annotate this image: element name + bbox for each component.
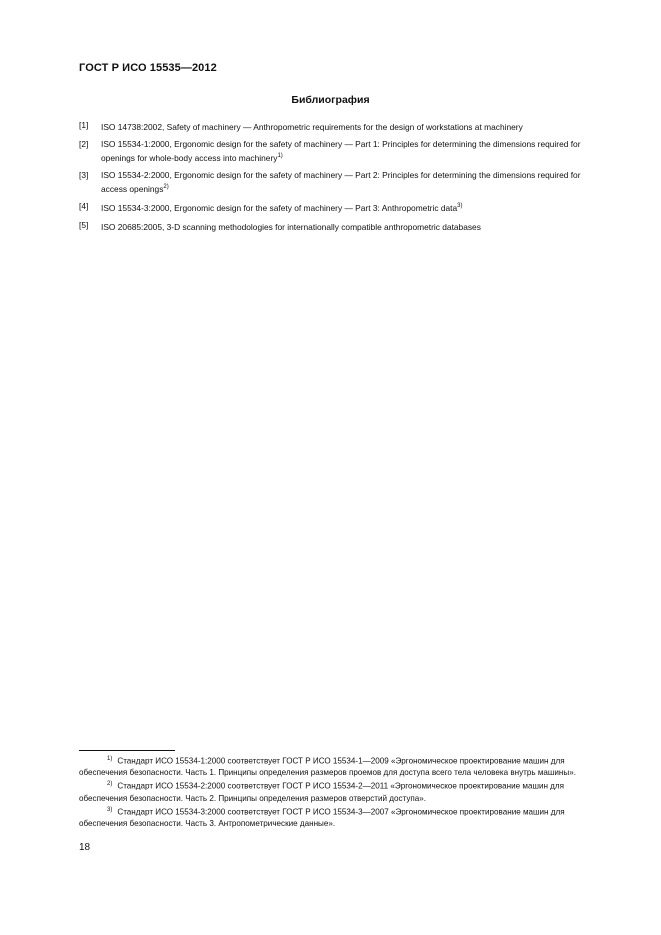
footnote-marker: 2) [163, 183, 169, 190]
footnote-marker: 3) [107, 806, 113, 813]
footnote-separator [79, 750, 175, 751]
reference-number: [4] [79, 200, 89, 211]
reference-number: [3] [79, 170, 89, 181]
footnote-text: Стандарт ИСО 15534-1:2000 соответствует ГОСТ Р ИСО 15534-1—2009 «Эргономическое проектирование машин для обеспечения безопасности. Часть 1. Принципы определения размеров проемов для доступа всего тела человека внутрь машины». [79, 756, 576, 778]
bibliography-item [79, 120, 587, 133]
reference-text: ISO 15534-3:2000, Ergonomic design for the safety of machinery — Part 3: Anthropometric data [101, 202, 458, 213]
reference-text: ISO 15534-1:2000, Ergonomic design for the safety of machinery — Part 1: Principles for determining the dimensions required for openings for whole-body access into machinery [101, 139, 581, 163]
footnote-marker: 2) [107, 781, 113, 788]
footnote-text: Стандарт ИСО 15534-2:2000 соответствует ГОСТ Р ИСО 15534-2—2011 «Эргономическое проектирование машин для обеспечения безопасности. Часть 2. Принципы определения размеров отверстий доступа». [79, 781, 565, 803]
footnotes [79, 754, 587, 830]
document-code-header: ГОСТ Р ИСО 15535—2012 [79, 62, 217, 74]
footnote [79, 754, 587, 779]
footnote-text: Стандарт ИСО 15534-3:2000 соответствует ГОСТ Р ИСО 15534-3—2007 «Эргономическое проектирование машин для обеспечения безопасности. Часть 3. Антропометрические данные». [79, 807, 565, 829]
reference-number: [2] [79, 139, 89, 150]
reference-text: ISO 20685:2005, 3-D scanning methodologies for internationally compatible anthropometric databases [101, 221, 481, 232]
bibliography-item [79, 220, 587, 233]
bibliography-item [79, 201, 587, 214]
bibliography-item [79, 170, 587, 195]
footnote [79, 779, 587, 804]
footnote-marker: 3) [457, 202, 463, 209]
reference-text: ISO 15534-2:2000, Ergonomic design for the safety of machinery — Part 2: Principles for determining the dimensions required for aсcess openings [101, 170, 581, 194]
bibliography-list [79, 120, 587, 239]
reference-number: [1] [79, 120, 89, 130]
reference-text: ISO 14738:2002, Safety of machinery — Anthropometric requirements for the design of workstations at machinery [101, 121, 523, 132]
bibliography-item [79, 139, 587, 164]
footnote [79, 805, 587, 830]
page-number: 18 [79, 842, 91, 853]
footnote-marker: 1) [277, 152, 283, 159]
reference-number: [5] [79, 220, 89, 231]
bibliography-title: Библиография [291, 94, 370, 106]
footnote-marker: 1) [107, 756, 113, 762]
